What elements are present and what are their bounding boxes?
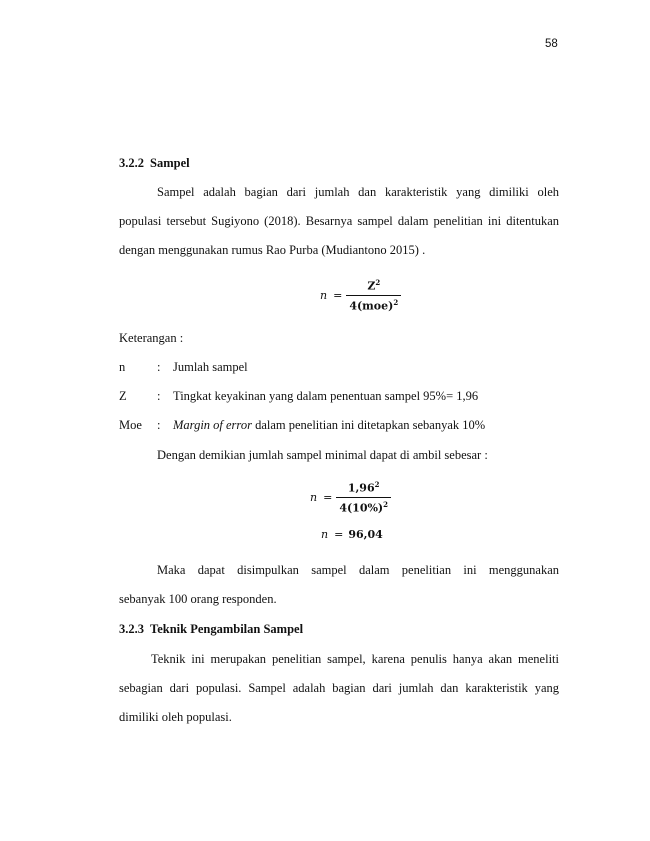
definition-italic: Margin of error (173, 418, 252, 432)
formula-fraction (336, 480, 391, 514)
page-number: 58 (545, 38, 558, 50)
definition-term: n (119, 360, 126, 374)
definition-row (119, 389, 559, 404)
section-heading-teknik (119, 622, 559, 637)
definition-row (119, 418, 559, 433)
paragraph-line: populasi tersebut Sugiyono (2018). Besarnya sampel dalam penelitian ini ditentukan (119, 214, 559, 228)
paragraph-line: dengan menggunakan rumus Rao Purba (Mudiantono 2015) . (119, 243, 426, 257)
definition-desc: Jumlah sampel (173, 360, 248, 374)
formula-lhs: n (320, 288, 328, 302)
formula-lhs: n (310, 490, 318, 504)
conclusion-intro: Dengan demikian jumlah sampel minimal dapat di ambil sebesar : (157, 448, 488, 462)
formula-denominator: 4(moe)$^2$ (346, 295, 401, 313)
section-title: Teknik Pengambilan Sampel (150, 622, 304, 636)
section-title: Sampel (150, 156, 190, 170)
section-number: 3.2.3 (119, 622, 144, 636)
formula-lhs: n (321, 528, 329, 541)
formula-denominator: $4(10\%)^2$ (336, 497, 391, 515)
section-heading-sampel (119, 156, 559, 171)
definition-colon: : (157, 418, 161, 432)
formula-equals: = (323, 490, 333, 504)
formula-equals: = (333, 288, 343, 302)
paragraph-conclusion (119, 556, 559, 614)
keterangan-label: Keterangan : (119, 331, 184, 345)
paragraph-line: Teknik ini merupakan penelitian sampel, karena penulis hanya akan meneliti (151, 652, 559, 666)
paragraph-line: dimiliki oleh populasi. (119, 710, 232, 724)
formula-result (321, 528, 383, 541)
paragraph-line: Maka dapat disimpulkan sampel dalam penelitian ini menggunakan (157, 563, 559, 577)
formula-numerator: 1,96$^2$ (347, 480, 380, 495)
definition-rest: dalam penelitian ini ditetapkan sebanyak 10% (251, 418, 486, 432)
formula-value: 96,04 (348, 528, 383, 541)
paragraph-line: Sampel adalah bagian dari jumlah dan karakteristik yang dimiliki oleh (157, 185, 559, 199)
formula-rao-purba (320, 278, 401, 312)
paragraph-sampel (119, 178, 559, 265)
formula-equals: = (334, 528, 344, 541)
definition-term: Z (119, 389, 127, 403)
formula-substitution (310, 480, 391, 514)
definition-desc (173, 418, 485, 433)
definition-row (119, 360, 559, 375)
paragraph-line: sebagian dari populasi. Sampel adalah bagian dari jumlah dan karakteristik yang (119, 681, 559, 695)
formula-numerator: $Z^2$ (367, 278, 381, 293)
section-number: 3.2.2 (119, 156, 144, 170)
definition-colon: : (157, 360, 161, 374)
definition-desc: Tingkat keyakinan yang dalam penentuan sampel 95%= 1,96 (173, 389, 479, 403)
paragraph-teknik (119, 645, 559, 732)
definition-term: Moe (119, 418, 142, 432)
formula-fraction (346, 278, 401, 312)
paragraph-line: sebanyak 100 orang responden. (119, 592, 277, 606)
definition-colon: : (157, 389, 161, 403)
